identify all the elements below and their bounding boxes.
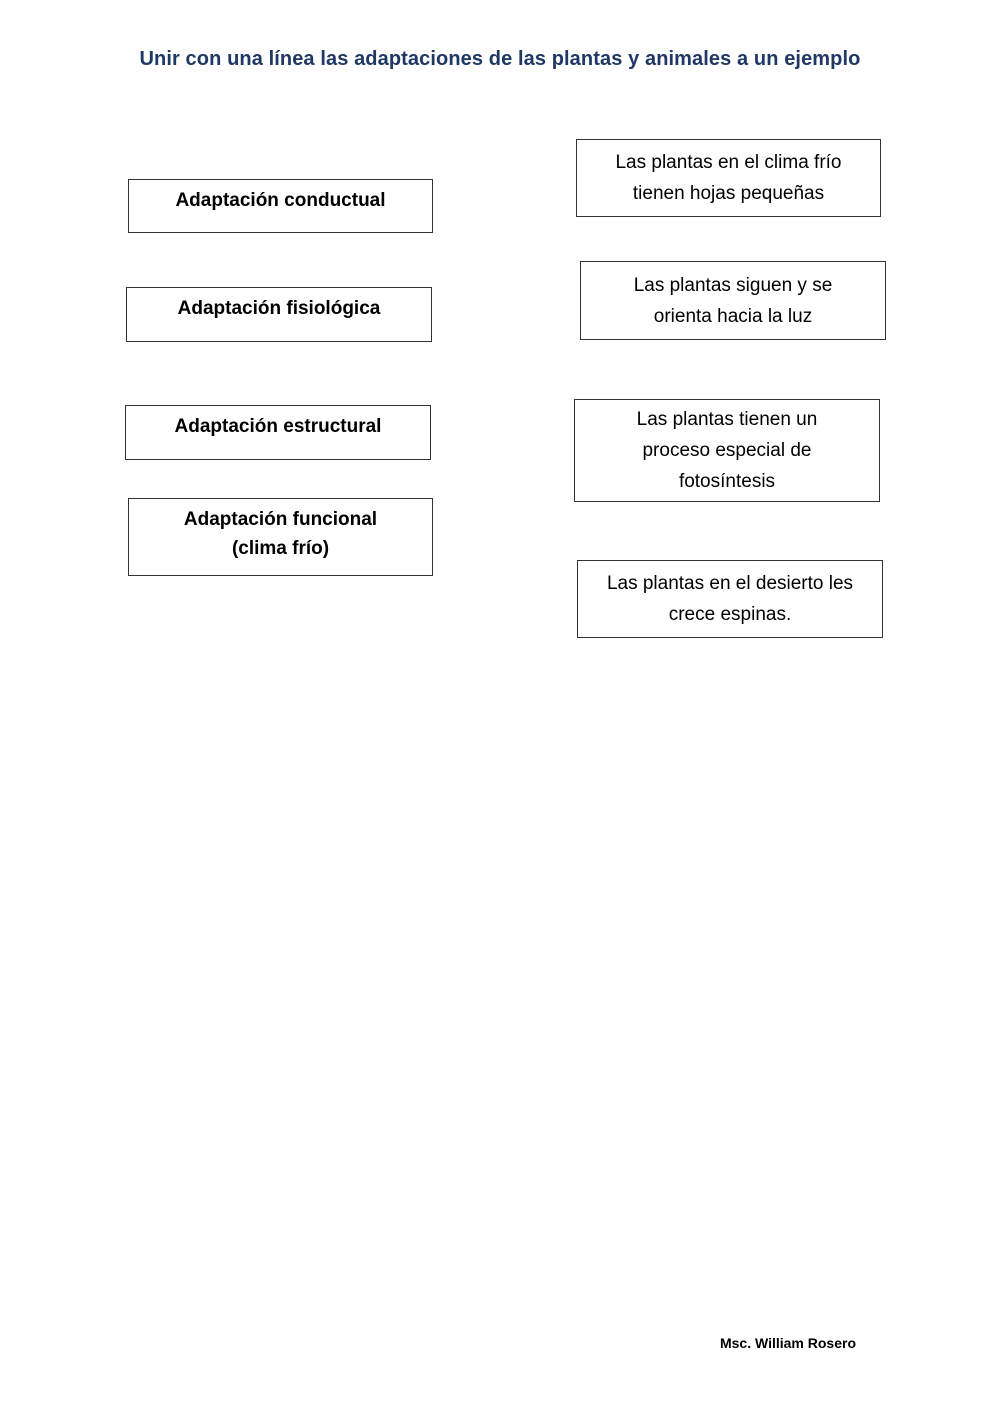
match-right-label: Las plantas en el desierto les crece espinas. xyxy=(606,573,854,625)
match-right-label: Las plantas siguen y se orienta hacia la luz xyxy=(633,274,833,327)
match-left-item-fisiologica[interactable] xyxy=(126,287,432,342)
worksheet-title: Unir con una línea las adaptaciones de las plantas y animales a un ejemplo xyxy=(139,48,861,70)
match-right-label: Las plantas tienen un proceso especial de fotosíntesis xyxy=(636,409,818,492)
match-right-item-luz[interactable] xyxy=(580,261,886,340)
match-left-label: Adaptación fisiológica xyxy=(177,298,381,319)
match-left-item-funcional[interactable] xyxy=(128,498,433,576)
match-left-label: Adaptación conductual xyxy=(175,189,386,211)
author-credit: Msc. William Rosero xyxy=(719,1335,856,1351)
match-right-item-hojas-pequenas[interactable] xyxy=(576,139,881,217)
match-right-item-espinas[interactable] xyxy=(577,560,883,638)
match-left-item-estructural[interactable] xyxy=(125,405,431,460)
match-right-label: Las plantas en el clima frío tienen hojas pequeñas xyxy=(615,152,842,204)
match-right-item-fotosintesis[interactable] xyxy=(574,399,880,502)
match-left-item-conductual[interactable] xyxy=(128,179,433,233)
match-left-label: Adaptación funcional (clima frío) xyxy=(183,509,378,559)
match-left-label: Adaptación estructural xyxy=(174,416,382,437)
